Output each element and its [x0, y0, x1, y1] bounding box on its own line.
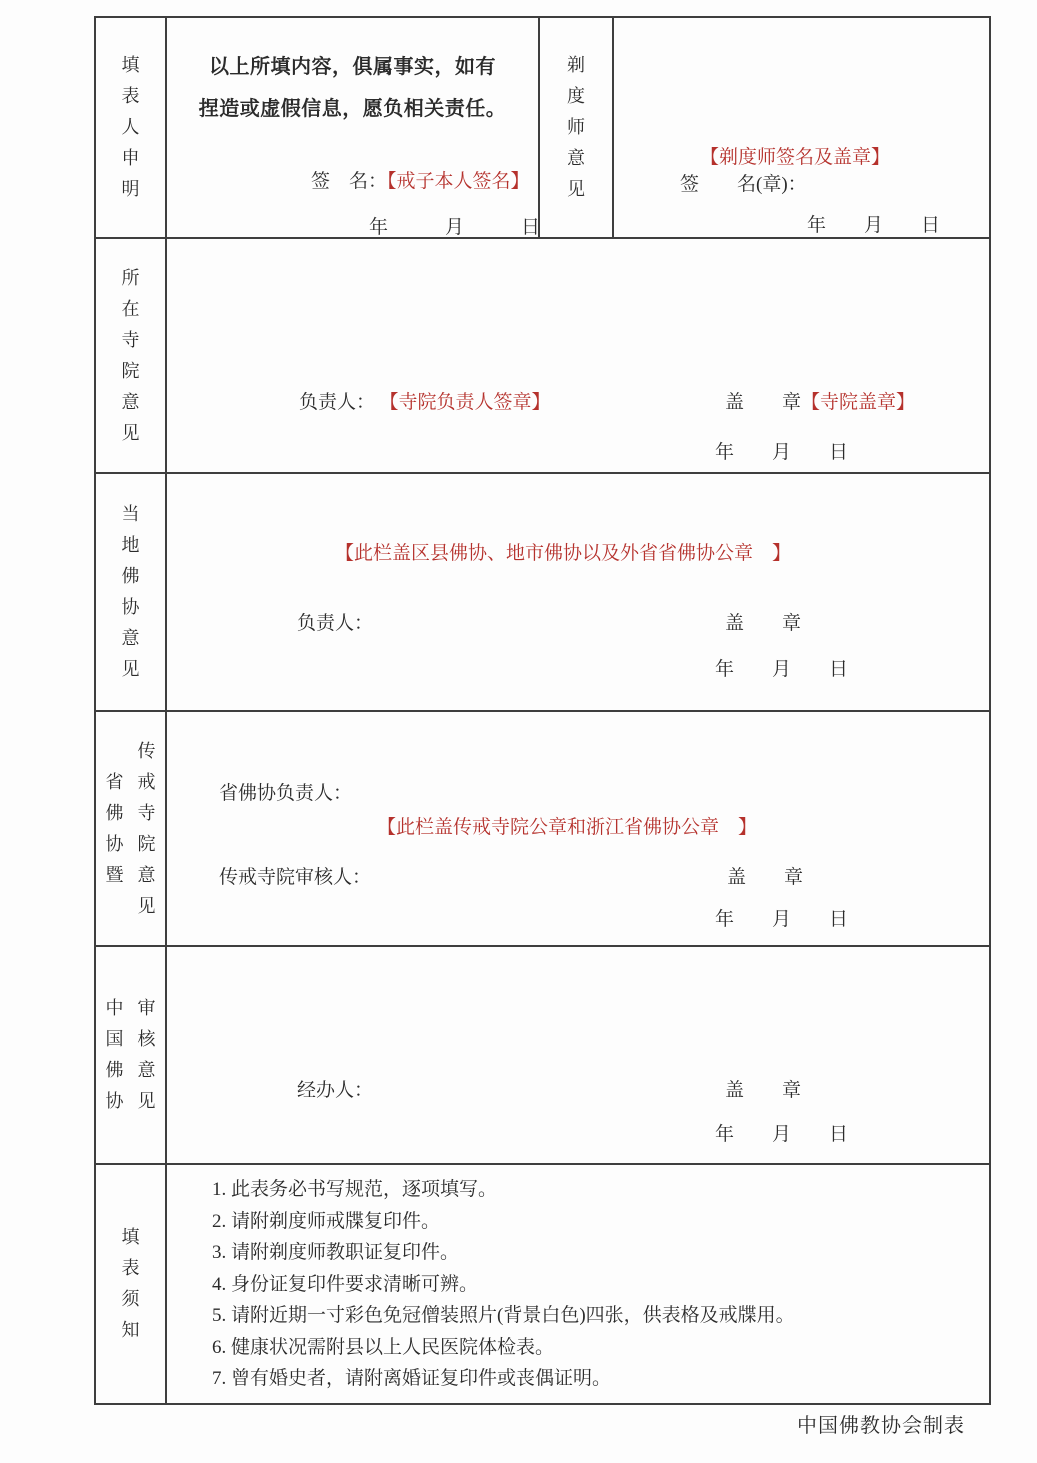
row-temple-opinion [96, 237, 989, 472]
local-association-manager-label: 负责人： [297, 613, 374, 634]
row-provincial-opinion [96, 710, 989, 945]
section-header-provincial-right: 传戒寺院意见 [137, 740, 156, 916]
note-item-1: 1. 此表务必书写规范，逐项填写。 [212, 1179, 498, 1200]
section-header-local-association-label: 当地佛协意见 [121, 504, 140, 679]
temple-manager-label: 负责人： [299, 392, 376, 413]
temple-seal-stamp-placeholder: 【寺院盖章】 [801, 392, 916, 413]
note-item-4: 4. 身份证复印件要求清晰可辨。 [212, 1273, 479, 1295]
provincial-manager-label: 省佛协负责人： [219, 783, 353, 804]
declaration-line-1: 以上所填内容，俱属事实，如有 [209, 56, 496, 78]
local-association-stamp-placeholder: 【此栏盖区县佛协、地市佛协以及外省省佛协公章 】 [335, 543, 792, 564]
section-header-national-left: 中国佛协 [105, 998, 124, 1111]
national-seal-label: 盖 章 [725, 1080, 802, 1101]
temple-manager-stamp-placeholder: 【寺院负责人签章】 [389, 392, 551, 413]
section-header-tonsure-master [538, 18, 612, 237]
section-header-declarant-label: 填表人申明 [121, 55, 140, 199]
national-content-cell [165, 947, 989, 1163]
section-header-provincial-left: 省佛协暨 [105, 771, 124, 885]
declarant-signature-label: 签 名： [311, 171, 388, 192]
section-header-national-right: 审核意见 [137, 998, 156, 1111]
section-header-notes-label: 填表须知 [121, 1227, 140, 1340]
temple-seal-label: 盖 章 [725, 392, 802, 413]
row-declarant-and-tonsure [96, 18, 989, 237]
provincial-reviewer-label: 传戒寺院审核人： [219, 867, 372, 888]
section-header-national [96, 947, 165, 1163]
buddhist-association-form-table [94, 16, 991, 1405]
local-association-content-cell [165, 474, 989, 710]
provincial-seal-label: 盖 章 [727, 867, 804, 888]
temple-date-line: 年 月 日 [715, 442, 849, 463]
note-item-3: 3. 请附剃度师教职证复印件。 [212, 1242, 460, 1263]
declarant-signature-line [311, 166, 530, 193]
form-footer-issuer: 中国佛教协会制表 [797, 1415, 965, 1437]
note-item-5: 5. 请附近期一寸彩色免冠僧装照片(背景白色)四张，供表格及戒牒用。 [212, 1305, 795, 1326]
note-item-2: 2. 请附剃度师戒牒复印件。 [212, 1210, 441, 1232]
notes-content-cell [165, 1165, 989, 1403]
section-header-temple-label: 所在寺院意见 [121, 267, 140, 443]
section-header-temple [96, 239, 165, 472]
national-date-line: 年 月 日 [715, 1124, 849, 1145]
section-header-provincial [96, 712, 165, 945]
section-header-declarant [96, 18, 165, 237]
declarant-content-cell [165, 18, 541, 238]
declarant-signature-stamp-placeholder: 【戒子本人签名】 [387, 171, 530, 192]
tonsure-master-stamp-placeholder: 【剃度师签名及盖章】 [700, 147, 891, 168]
row-local-association-opinion [96, 472, 989, 710]
row-notes [96, 1163, 989, 1403]
provincial-content-cell [165, 712, 989, 945]
declarant-date-line: 年 月 日 [369, 217, 541, 238]
tonsure-master-signature-label: 签 名(章)： [680, 174, 807, 195]
temple-seal-line [725, 387, 915, 414]
note-item-7: 7. 曾有婚史者，请附离婚证复印件或丧偶证明。 [212, 1368, 612, 1389]
section-header-tonsure-master-label: 剃度师意见 [567, 55, 585, 199]
section-header-notes [96, 1165, 165, 1403]
tonsure-master-content-cell [612, 18, 989, 237]
provincial-date-line: 年 月 日 [715, 909, 849, 930]
national-handler-label: 经办人： [297, 1080, 374, 1101]
local-association-seal-label: 盖 章 [725, 613, 802, 634]
temple-manager-line [299, 387, 551, 414]
local-association-date-line: 年 月 日 [715, 659, 849, 680]
row-national-review [96, 945, 989, 1163]
provincial-stamp-placeholder: 【此栏盖传戒寺院公章和浙江省佛协公章 】 [377, 817, 758, 838]
temple-content-cell [165, 239, 989, 472]
note-item-6: 6. 健康状况需附县以上人民医院体检表。 [212, 1336, 555, 1358]
declaration-line-2: 捏造或虚假信息，愿负相关责任。 [198, 98, 507, 120]
section-header-local-association [96, 474, 165, 710]
tonsure-master-date-line: 年 月 日 [807, 215, 941, 236]
